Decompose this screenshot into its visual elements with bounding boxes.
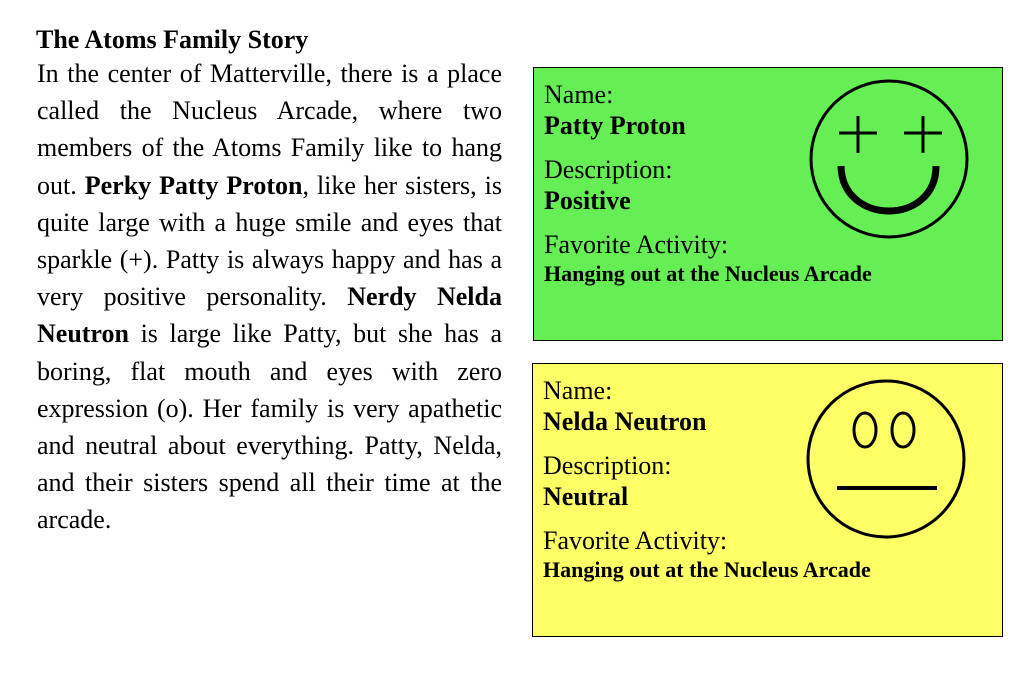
proton-name-value: Patty Proton — [544, 111, 686, 140]
patty-proton-card — [533, 67, 1003, 341]
proton-desc-value: Positive — [544, 186, 631, 215]
neutron-desc-label: Description: — [543, 451, 672, 480]
neutron-activity-label: Favorite Activity: — [543, 526, 728, 555]
smiley-plus-eyes-icon — [808, 78, 970, 240]
story-part-1: In the center of Matterville, there is a place called the Nucleus Arcade, where two members of the Atoms Family like to hang out. — [37, 59, 502, 200]
neutron-name-value: Nelda Neutron — [543, 407, 707, 436]
neutron-name-label: Name: — [543, 376, 613, 405]
nelda-neutron-card — [532, 363, 1003, 637]
neutron-activity-value: Hanging out at the Nucleus Arcade — [543, 557, 871, 582]
proton-desc-label: Description: — [544, 155, 673, 184]
proton-name-label: Name: — [544, 80, 614, 109]
proton-activity-value: Hanging out at the Nucleus Arcade — [544, 261, 872, 286]
neutron-desc-value: Neutral — [543, 482, 629, 511]
story-part-2: , like her sisters, is quite large with a huge smile and eyes that sparkle (+). Patty is always happy and has a very positive personality. — [37, 170, 502, 312]
story-bold-patty: Perky Patty Proton — [84, 170, 303, 200]
story-title: The Atoms Family Story — [36, 25, 309, 54]
story-text — [37, 55, 502, 539]
story-bold-nelda: Nerdy Nelda Neutron — [37, 282, 502, 349]
proton-activity-label: Favorite Activity: — [544, 230, 729, 259]
neutral-face-zero-eyes-icon — [805, 378, 967, 540]
story-part-3: is large like Patty, but she has a boring, flat mouth and eyes with zero expression (o). Her family is very apathetic and neutral about everything. Patty, Nelda, and their sisters spend all their time at the arcade. — [37, 319, 502, 535]
